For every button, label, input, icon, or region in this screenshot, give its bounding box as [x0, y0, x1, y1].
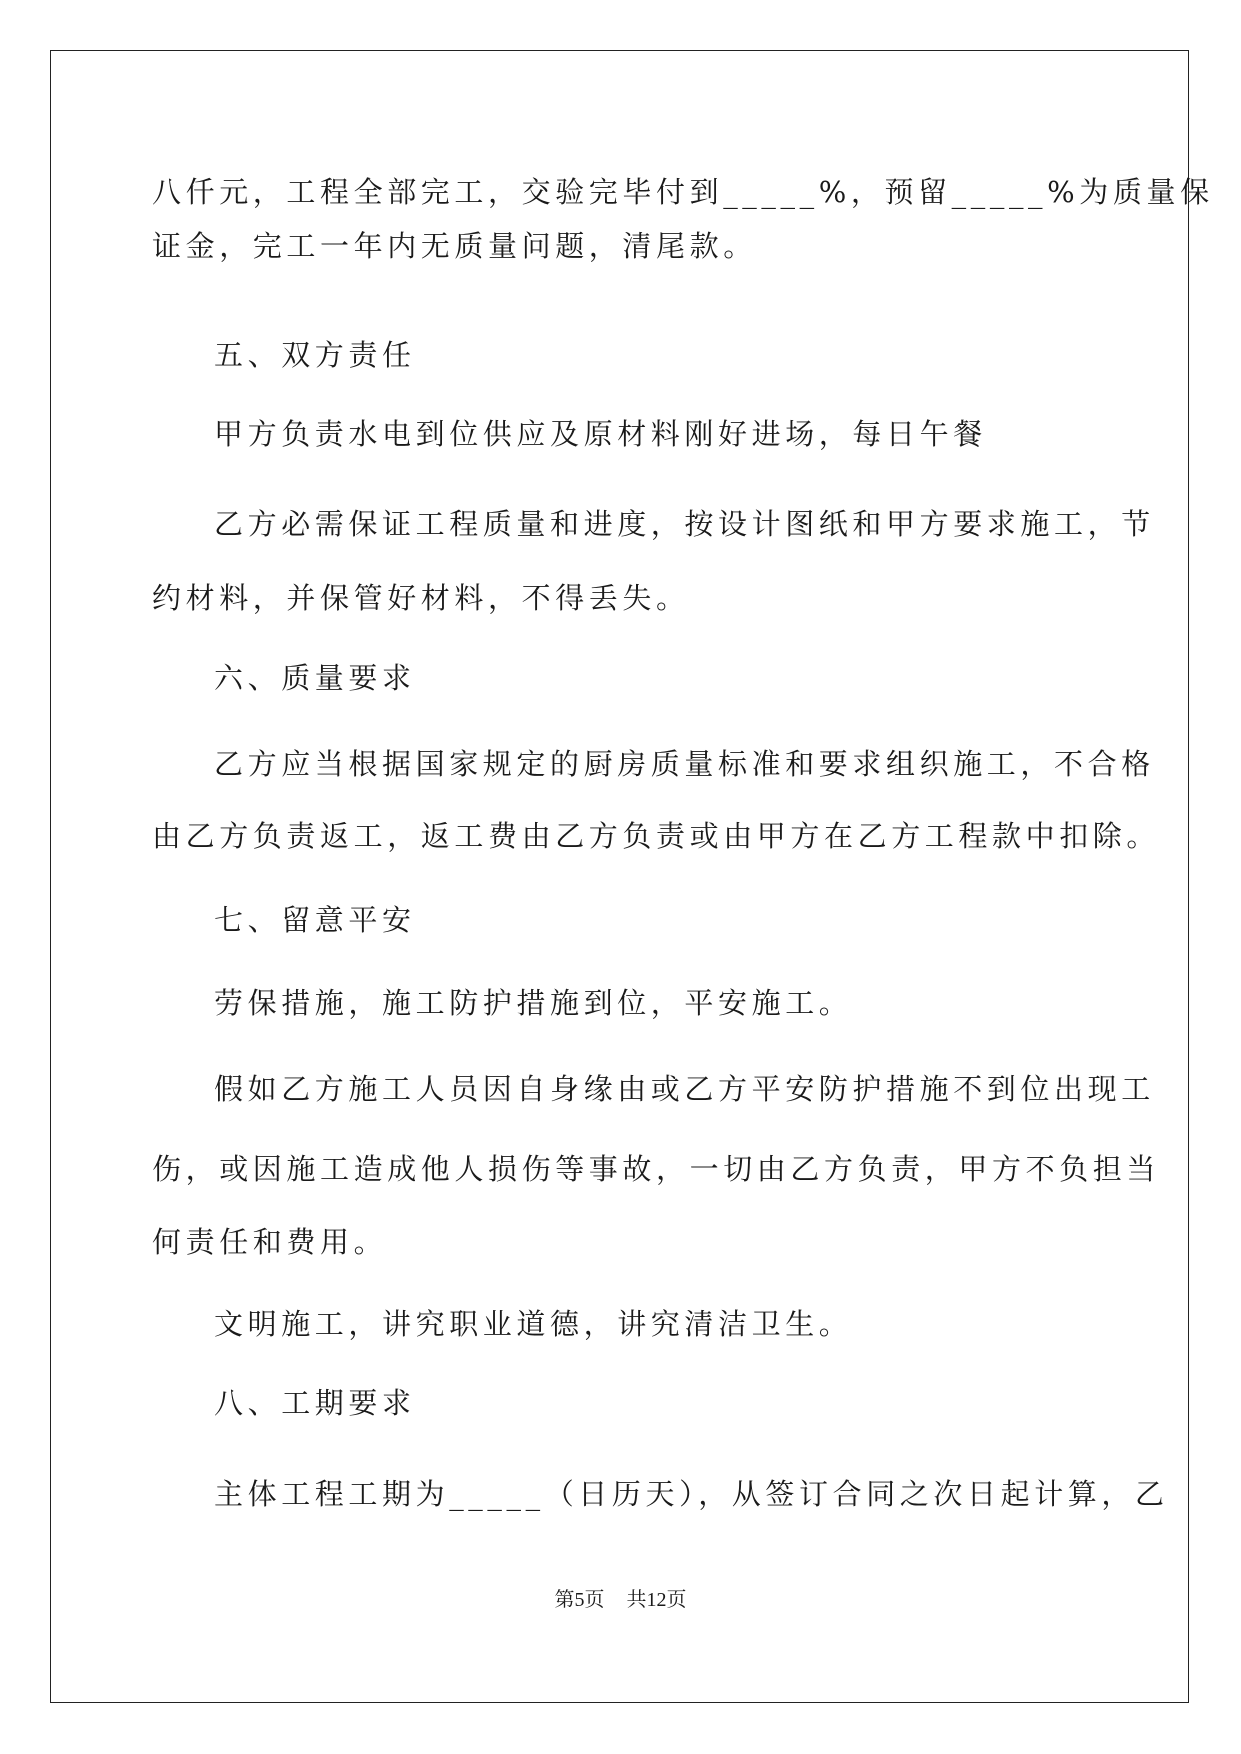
- paragraph-quality-line-2: 由乙方负责返工，返工费由乙方负责或由甲方在乙方工程款中扣除。: [152, 819, 1161, 853]
- paragraph-injury-liability-line-1: 假如乙方施工人员因自身缘由或乙方平安防护措施不到位出现工: [214, 1072, 1155, 1106]
- paragraph-injury-liability-line-2: 伤，或因施工造成他人损伤等事故，一切由乙方负责，甲方不负担当: [152, 1152, 1161, 1186]
- paragraph-schedule: 主体工程工期为_____（日历天），从签订合同之次日起计算，乙: [214, 1477, 1169, 1511]
- paragraph-payment-terms-line-1: 八仟元，工程全部完工，交验完毕付到_____%，预留_____%为质量保: [152, 175, 1214, 209]
- paragraph-civilized-construction: 文明施工，讲究职业道德，讲究清洁卫生。: [214, 1307, 853, 1341]
- paragraph-injury-liability-line-3: 何责任和费用。: [152, 1225, 388, 1259]
- section-heading-quality-requirements: 六、质量要求: [214, 661, 416, 695]
- paragraph-party-b-duties-line-1: 乙方必需保证工程质量和进度，按设计图纸和甲方要求施工，节: [214, 507, 1155, 541]
- paragraph-party-b-duties-line-2: 约材料，并保管好材料，不得丢失。: [152, 581, 690, 615]
- paragraph-safety-measures: 劳保措施，施工防护措施到位，平安施工。: [214, 986, 853, 1020]
- paragraph-party-a-duties: 甲方负责水电到位供应及原材料刚好进场，每日午餐: [214, 417, 987, 451]
- paragraph-quality-line-1: 乙方应当根据国家规定的厨房质量标准和要求组织施工，不合格: [214, 747, 1155, 781]
- page-total: 共12页: [626, 1589, 687, 1611]
- page-footer: [0, 1586, 1241, 1614]
- section-heading-schedule: 八、工期要求: [214, 1386, 416, 1420]
- page-border: [50, 50, 1189, 1703]
- section-heading-mutual-responsibilities: 五、双方责任: [214, 338, 416, 372]
- section-heading-safety: 七、留意平安: [214, 903, 416, 937]
- page-number: 第5页: [554, 1589, 605, 1611]
- paragraph-payment-terms-line-2: 证金，完工一年内无质量问题，清尾款。: [152, 229, 757, 263]
